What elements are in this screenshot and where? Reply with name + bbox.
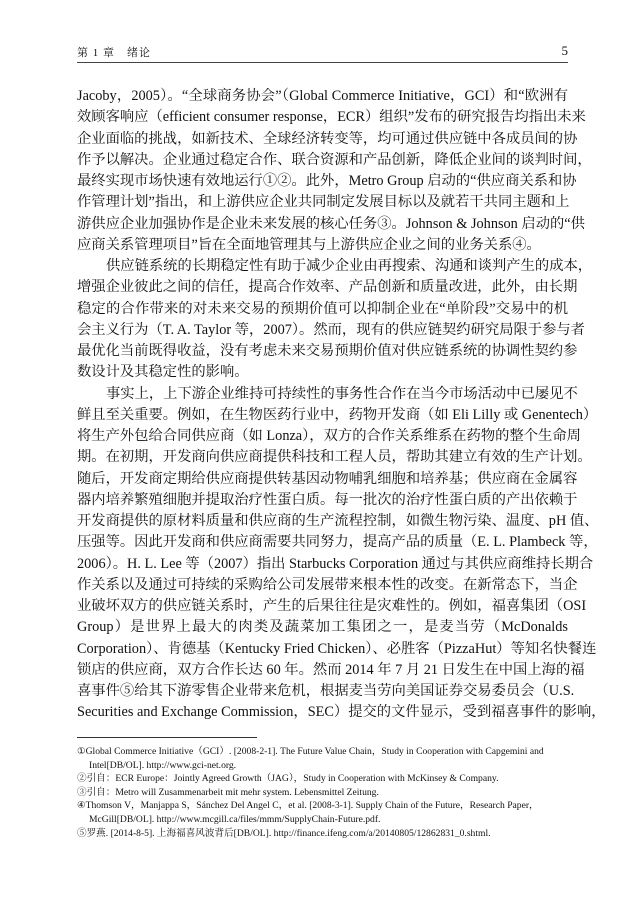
footnote-line: ③引自：Metro will Zusammenarbeit mit mehr system. Lebensmittel Zeitung. bbox=[77, 786, 379, 798]
text-line: 将生产外包给合同供应商（如 Lonza），双方的合作关系维系在药物的整个生命周 bbox=[77, 428, 581, 444]
text-line: 期。在初期，开发商向供应商提供科技和工程人员，帮助其建立有效的生产计划。 bbox=[77, 449, 592, 466]
text-line: 压强等。因此开发商和供应商需要共同努力，提高产品的质量（E. L. Plambeck 等， bbox=[77, 534, 598, 551]
body-text bbox=[77, 86, 606, 724]
text-line: 效顾客响应（efficient consumer response，ECR）组织”发布的研究报告均指出未来 bbox=[77, 109, 586, 126]
text-line: 会主义行为（T. A. Taylor 等，2007）。然而，现有的供应链契约研究局限于参与者 bbox=[77, 321, 585, 338]
footnote-line: ④Thomson V，Manjappa S，Sánchez Del Angel C，et al. [2008-3-1]. Supply Chain of the Future，Research Paper， bbox=[77, 800, 539, 812]
chapter-title: 第 1 章 绪论 bbox=[77, 47, 151, 59]
text-line: 开发商提供的原材料质量和供应商的生产流程控制，如微生物污染、温度、pH 值、 bbox=[77, 513, 599, 529]
text-line: 2006）。H. L. Lee 等（2007）指出 Starbucks Corporation 通过与其供应商维持长期合 bbox=[77, 555, 594, 572]
text-line: Securities and Exchange Commission，SEC）提交的文件显示，受到福喜事件的影响， bbox=[77, 704, 606, 721]
footnote bbox=[77, 772, 568, 786]
text-line: 最终实现市场快速有效地运行①②。此外，Metro Group 启动的“供应商关系和协 bbox=[77, 173, 577, 189]
footnote-line: ①Global Commerce Initiative（GCI）. [2008-2-1]. The Future Value Chain，Study in Cooperation with Capgemini and bbox=[77, 746, 544, 757]
text-line: 作管理计划”指出，和上游供应企业共同制定发展目标以及就若干共同主题和上 bbox=[77, 194, 570, 211]
text-line: 游供应企业加强协作是企业未来发展的核心任务③。Johnson & Johnson 启动的“供 bbox=[77, 215, 585, 232]
footnotes bbox=[77, 745, 568, 840]
footnote-line: McGill[DB/OL]. http://www.mcgill.ca/files/mmm/SupplyChain-Future.pdf. bbox=[89, 813, 381, 825]
text-line: 鲜且至关重要。例如，在生物医药行业中，药物开发商（如 Eli Lilly 或 Genentech） bbox=[77, 406, 598, 423]
text-line: 最优化当前既得收益，没有考虑未来交易预期价值对供应链系统的协调性契约参 bbox=[77, 343, 578, 359]
text-line: Jacoby，2005）。“全球商务协会”（Global Commerce Initiative，GCI）和“欧洲有 bbox=[77, 88, 568, 104]
text-line: 应商关系管理项目”旨在全面地管理其与上游供应企业之间的业务关系④。 bbox=[77, 236, 541, 253]
text-line: 稳定的合作带来的对未来交易的预期价值可以抑制企业在“单阶段”交易中的机 bbox=[77, 300, 568, 317]
paragraph bbox=[77, 384, 606, 724]
text-line: 作予以解决。企业通过稳定合作、联合资源和产品创新，降低企业间的谈判时间， bbox=[77, 151, 592, 168]
footnote bbox=[77, 745, 568, 772]
footnote-line: ②引自：ECR Europe：Jointly Agreed Growth（JAG），Study in Cooperation with McKinsey & Company. bbox=[77, 773, 499, 785]
text-line: 随后，开发商定期给供应商提供转基因动物哺乳细胞和培养基；供应商在金属容 bbox=[77, 470, 578, 487]
footnote bbox=[77, 786, 568, 800]
paragraph bbox=[77, 256, 593, 384]
text-line: 业破坏双方的供应链关系时，产生的后果往往是灾难性的。例如，福喜集团（OSI bbox=[77, 598, 587, 614]
text-line: 作关系以及通过可持续的采购给公司发展带来根本性的改变。在新常态下，当企 bbox=[77, 576, 578, 593]
page-number: 5 bbox=[561, 43, 568, 58]
text-line: 数设计及其稳定性的影响。 bbox=[77, 364, 249, 381]
text-line: 器内培养繁殖细胞并提取治疗性蛋白质。每一批次的治疗性蛋白质的产出依赖于 bbox=[77, 491, 578, 508]
footnote-line: ⑤罗燕. [2014-8-5]. 上海福喜风波背后[DB/OL]. http://finance.ifeng.com/a/20140805/12862831_0.shtml. bbox=[77, 827, 491, 839]
text-line: 锁店的供应商，双方合作长达 60 年。然而 2014 年 7 月 21 日发生在中国上海的福 bbox=[77, 661, 585, 678]
running-header bbox=[77, 44, 568, 63]
text-line: Group）是世界上最大的肉类及蔬菜加工集团之一，是麦当劳（McDonalds bbox=[77, 619, 568, 636]
text-line: 增强企业彼此之间的信任，提高合作效率、产品创新和质量改进，此外，由长期 bbox=[77, 279, 578, 296]
footnote bbox=[77, 799, 568, 826]
text-line: Corporation）、肯德基（Kentucky Fried Chicken）、必胜客（PizzaHut）等知名快餐连 bbox=[77, 640, 597, 657]
paragraph bbox=[77, 86, 592, 256]
text-line: 事实上，上下游企业维持可持续性的事务性合作在当今市场活动中已屡见不 bbox=[106, 385, 578, 402]
footnote-divider bbox=[77, 737, 257, 738]
text-line: 供应链系统的长期稳定性有助于减少企业由再搜索、沟通和谈判产生的成本， bbox=[106, 258, 593, 274]
footnote-line: Intel[DB/OL]. http://www.gci-net.org. bbox=[89, 759, 237, 771]
text-line: 企业面临的挑战，如新技术、全球经济转变等，均可通过供应链中各成员间的协 bbox=[77, 130, 578, 147]
footnote bbox=[77, 827, 568, 841]
text-line: 喜事件⑤给其下游零售企业带来危机，根据麦当劳向美国证券交易委员会（U.S. bbox=[77, 683, 575, 699]
